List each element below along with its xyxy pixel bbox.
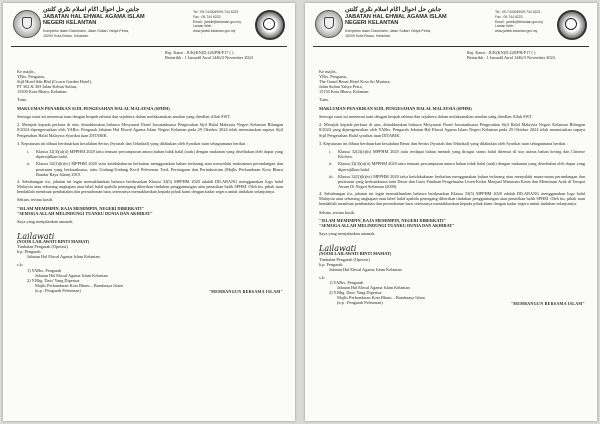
letter-date: Bertarikh : 1 Jamadil Awal 1446/3 November 2024 <box>165 55 253 61</box>
list-item <box>329 161 585 171</box>
slogan-2: "SEMOGA ALLAH MELINDUNGI TUANKU DUNIA DAN AKHIRAT" <box>319 223 455 229</box>
signature-mark: Lailawati <box>319 244 357 254</box>
paragraph-opening: Semoga surat ini menemui tuan dengan limpah rahmat dan sejahtera dalam melaksanakan amalan yang diredhai Allah SWT. <box>319 114 533 120</box>
cc-line: 1) YABrs. Pengarah <box>27 267 62 273</box>
address-line1: Kompleks Islam Darulnaim, Jalan Sultan Yahya Petra, <box>345 29 431 33</box>
cc-line: 2) Y.Bhg. Dato' Yang Dipertua <box>329 290 382 296</box>
closing: Sekian, terima kasih. <box>17 197 54 203</box>
recipient-line: PT 302 & 303 Jalan Kebun Sultan, <box>17 84 77 90</box>
fax: Fax : 09-744 6223 <box>193 14 221 19</box>
jawi-title: جابتن حل احوال اݢام اسلام نݢري کلنتن <box>345 7 442 13</box>
contact-block <box>193 10 255 34</box>
salutation: Tuan, <box>17 97 27 103</box>
recipient-line: 15300 Kota Bharu, Kelantan. <box>17 89 68 95</box>
cc-line: 2) Y.Bhg. Dato' Yang Dipertua <box>27 277 80 283</box>
signer-department: Jabatan Hal Ehwal Agama Islam Kelantan <box>27 254 100 260</box>
paragraph-2: 2. Merujuk kepada perkara di atas, dimaklumkan bahawa Mesyuarat Panel Jawatankuasa Pengesahan Sijil Halal Malaysia Negeri Kelantan Bilangan 8/2024 dipengerusikan oleh YABrs. Pengarah Jabatan Hal Ehwal Agama Islam Negeri Kelantan pada 29 Oktober 2024 telah memutuskan supaya Sijil Pengesahan Halal Malaysia Syarikat tuan DITARIK. <box>17 122 283 138</box>
paragraph-4: 4. Sehubungan itu, jabatan ini ingin memaklumkan bahawa berdasarkan Klausa 33(5) MPPHM 2020 adalah DILARANG menggunakan logo halal Malaysia atau sebarang ungkapan atau label halal apabila pemegang diberikan tindakan penggantungan atau penarikan balik SPHM. Oleh itu, pihak tuan hendaklah membuat pembatalan dan permohonan baru seterusnya memaklumkan kepada pihak kami dengan kadar segera untuk tindakan selanjutnya. <box>17 178 283 195</box>
reference-block <box>467 50 577 61</box>
letterhead <box>11 8 287 46</box>
contact-block <box>495 10 557 34</box>
slogan-2: "SEMOGA ALLAH MELINDUNGI TUANKU DUNIA DAN AKHIRAT" <box>17 210 153 216</box>
website: Laman Web : www.jaheik.kelantan.gov.my <box>193 24 236 34</box>
reference-number: Ruj. Kami : JUK(KN)D.226/PH/F17 ( ) <box>165 50 234 55</box>
cc-line: Jabatan Hal Ehwal Agama Islam Kelantan <box>35 272 108 278</box>
org-name-line2: NEGERI KELANTAN <box>43 20 97 26</box>
letter-date: Bertarikh : 1 Jamadil Awal 1446/3 November 2024 <box>467 55 555 61</box>
list-item <box>329 174 585 189</box>
letter-right <box>305 3 597 421</box>
header-divider <box>313 46 589 47</box>
item-number: i. <box>27 149 30 155</box>
header-divider <box>11 46 287 47</box>
cc-line: Majlis Perbandaran Kota Bharu – Bandaraya Islam <box>337 295 425 301</box>
footer-motto: "MEMBANGUN BERSAMA ISLAM" <box>510 301 585 307</box>
recipient-intro: Ke majlis, <box>17 69 35 74</box>
letter-body <box>319 69 585 306</box>
item-number: iii. <box>329 173 334 179</box>
department-seal-icon <box>557 10 587 40</box>
item-number: i. <box>329 149 332 155</box>
paragraph-2: 2. Merujuk kepada perkara di atas, dimaklumkan bahawa Mesyuarat Panel Jawatankuasa Pengesahan Sijil Halal Malaysia Negeri Kelantan Bilangan 8/2024 yang dipengerusikan oleh YABrs. Pengarah Jabatan Hal Ehwal Agama Islam Negeri Kelantan pada 29 Oktober 2024 telah memutuskan supaya Sijil Pengesahan Halal syarikat tuan DITARIK. <box>319 122 585 138</box>
item-text: Klausa 32(3)(a)(ii) MPPHM 2020 iaitu temuan percampuran antara bahan tidak halal (arak) dengan makanan yang disediakan oleh dapur yang dipersijilkan halal. <box>338 161 585 172</box>
paragraph-3: 3. Keputusan ini dibuat berdasarkan kesalahan Besar dan Serius (Syariah dan Teknikal) yang dilakukan oleh Syarikat tuan sebagaimana berikut : <box>319 140 568 146</box>
jawi-title: جابتن حل احوال اݢام اسلام نݢري کلنتن <box>43 7 140 13</box>
state-crest-icon <box>315 10 343 38</box>
paragraph-4: 4. Sehubungan itu, jabatan ini ingin memaklumkan bahawa berdasarkan Klausa 33(5) MPPHM 2020 adalah DILARANG menggunakan logo halal Malaysia atau sebarang ungkapan atau label halal apabila pemegang diberikan tindakan penggantungan atau penarikan balik SPHM. Oleh itu, pihak tuan hendaklah membuat pembatalan dan permohonan baru seterusnya memaklumkan kepada pihak kami dengan kadar segera untuk tindakan selanjutnya. <box>319 191 585 207</box>
list-item <box>27 161 283 176</box>
signer-title: Timbalan Pengarah (Operasi) <box>17 244 68 250</box>
slogan-1: "ISLAM MEMIMPIN, RAJA MEMIMPIN, NEGERI DIBERKATI" <box>17 205 145 211</box>
item-text: Klausa 32(3)(b)(vi) MPPHM 2020 iaitu ketidakakuran berkaitan menggunakan bahan terlarang atau menyalahi maksimum perundangan dan peraturan yang berkuatkuasa, iaitu Undang-Undang Kecil Pelesenan Tred, Perniagaan dan Perindustrian (Majlis Perbandaran Kota Bharu Bandar Raya Islam) 2019. <box>36 161 283 177</box>
recipient-line: 15150 Kota Bharu, Kelantan. <box>319 89 370 95</box>
address-line1: Kompleks Islam Darulnaim, Jalan Sultan Yahya Petra, <box>43 29 129 33</box>
reference-block <box>165 50 275 61</box>
recipient-line: YBrs. Pengurus, <box>319 74 348 80</box>
address-line2: 15200 Kota Bharu, Kelantan. <box>345 34 392 38</box>
letter-body <box>17 69 283 294</box>
org-name-line1: JABATAN HAL EHWAL AGAMA ISLAM <box>43 14 145 20</box>
signer-department: Jabatan Hal Ehwal Agama Islam Kelantan <box>329 266 402 272</box>
tel: Tel : 09-7443049/09-744 6223 <box>495 10 541 14</box>
list-item <box>27 149 283 159</box>
paragraph-opening: Semoga surat ini menemui tuan dengan limpah rahmat dan sejahtera dalam melaksanakan amalan yang diredhai Allah SWT. <box>17 114 231 120</box>
closing: Sekian, terima kasih. <box>319 209 356 215</box>
org-name-line2: NEGERI KELANTAN <box>345 20 399 26</box>
email: Email : jaheik@kelantan.gov.my <box>495 19 544 24</box>
list-item <box>329 149 585 159</box>
org-name-line1: JABATAN HAL EHWAL AGAMA ISLAM <box>345 14 447 20</box>
recipient-line: Sijil Hotel Sdn Bhd (Crown Garden Hotel), <box>17 79 92 85</box>
item-text: Klausa 32(3)(b)(vi) MPPHM 2020 iaitu ketidakakuran berkaitan menggunakan bahan terlarang atau menyalahi mana-mana perundangan dan peraturan yang berkuatkuasa iaitu Dasar dan Garis Panduan Pengeluaran Lesen Kedai Menjual Minuman Keras dan Meminum Arak di Tempat Awam Di Negeri Kelantan (2009). <box>338 173 585 189</box>
cc-line: (u.p : Pengarah Pelesenan) <box>337 300 383 306</box>
item-text: Klausa 32(2)(a)(ii) MPPHM 2020 iaitu terdapat bahan mentah yang diragui status halal ditemui di stor utama bahan kering dan Chinese Kitchen. <box>338 149 585 160</box>
recipient-line: Jalan Sultan Yahya Petra, <box>319 84 363 90</box>
recipient-intro: Ke majlis, <box>319 69 337 74</box>
valediction: Saya yang menjalankan amanah, <box>319 231 376 237</box>
signer-name: (NOOR LAILAWATI BINTI MAMAT) <box>319 251 392 257</box>
letter-left <box>3 3 295 421</box>
footer-motto: "MEMBANGUN BERSAMA ISLAM" <box>208 288 283 294</box>
website: Laman Web : www.jaheik.kelantan.gov.my <box>495 24 538 34</box>
cc-line: 1) YABrs. Pengarah <box>329 279 364 285</box>
subject-line: MAKLUMAN PENARIKAN SIJIL PENGESAHAN HALAL MALAYSIA (SPHM) <box>17 105 170 111</box>
paragraph-3: 3. Keputusan ini dibuat berdasarkan kesalahan Serius (Syariah dan Teknikal) yang dilakukan oleh Syarikat tuan sebagaimana berikut : <box>17 140 248 146</box>
salutation: Tuan, <box>319 97 329 103</box>
department-seal-icon <box>255 10 285 40</box>
valediction: Saya yang menjalankan amanah, <box>17 218 74 224</box>
item-text: Klausa 32(3)(a)(ii) MPPHM 2020 iaitu temuan percampuran antara bahan tidak halal (arak) dengan makanan yang disediakan oleh dapur yang dipersijilkan halal. <box>36 149 283 160</box>
state-crest-icon <box>13 10 41 38</box>
fax: Fax : 09-744 6223 <box>495 14 523 19</box>
item-number: ii. <box>27 161 31 167</box>
letterhead <box>313 8 589 46</box>
cc-label: s.k: <box>319 274 326 280</box>
signature-mark: Lailawati <box>17 231 55 241</box>
signer-title: Timbalan Pengarah (Operasi) <box>319 256 370 262</box>
cc-label: s.k: <box>17 262 24 268</box>
tel: Tel : 09-7443049/09-744 6223 <box>193 10 239 14</box>
address-line2: 15200 Kota Bharu, Kelantan. <box>43 34 90 38</box>
on-behalf-of: b.p. Pengarah <box>319 261 343 267</box>
item-number: ii. <box>329 161 333 167</box>
cc-line: Jabatan Hal Ehwal Agama Islam Kelantan <box>337 284 410 290</box>
cc-line: Majlis Perbandaran Kota Bharu – Bandaraya Islam <box>35 282 123 288</box>
signer-name: (NOOR LAILAWATI BINTI MAMAT) <box>17 239 90 245</box>
on-behalf-of: b.p. Pengarah <box>17 249 41 255</box>
email: Email : jaheik@kelantan.gov.my <box>193 19 242 24</box>
recipient-line: YBrs. Pengurus, <box>17 74 46 80</box>
cc-line: (u.p : Pengarah Pelesenan) <box>35 287 81 293</box>
recipient-line: The Grand Renai Hotel Kota Sri Mutiara, <box>319 79 391 85</box>
subject-line: MAKLUMAN PENARIKAN SIJIL PENGESAHAN HALAL MALAYSIA (SPHM) <box>319 105 472 111</box>
slogan-1: "ISLAM MEMIMPIN, RAJA MEMIMPIN, NEGERI DIBERKATI" <box>319 218 447 224</box>
reference-number: Ruj. Kami : JUK(KN)D.228/PH/F17 ( ) <box>467 50 536 55</box>
